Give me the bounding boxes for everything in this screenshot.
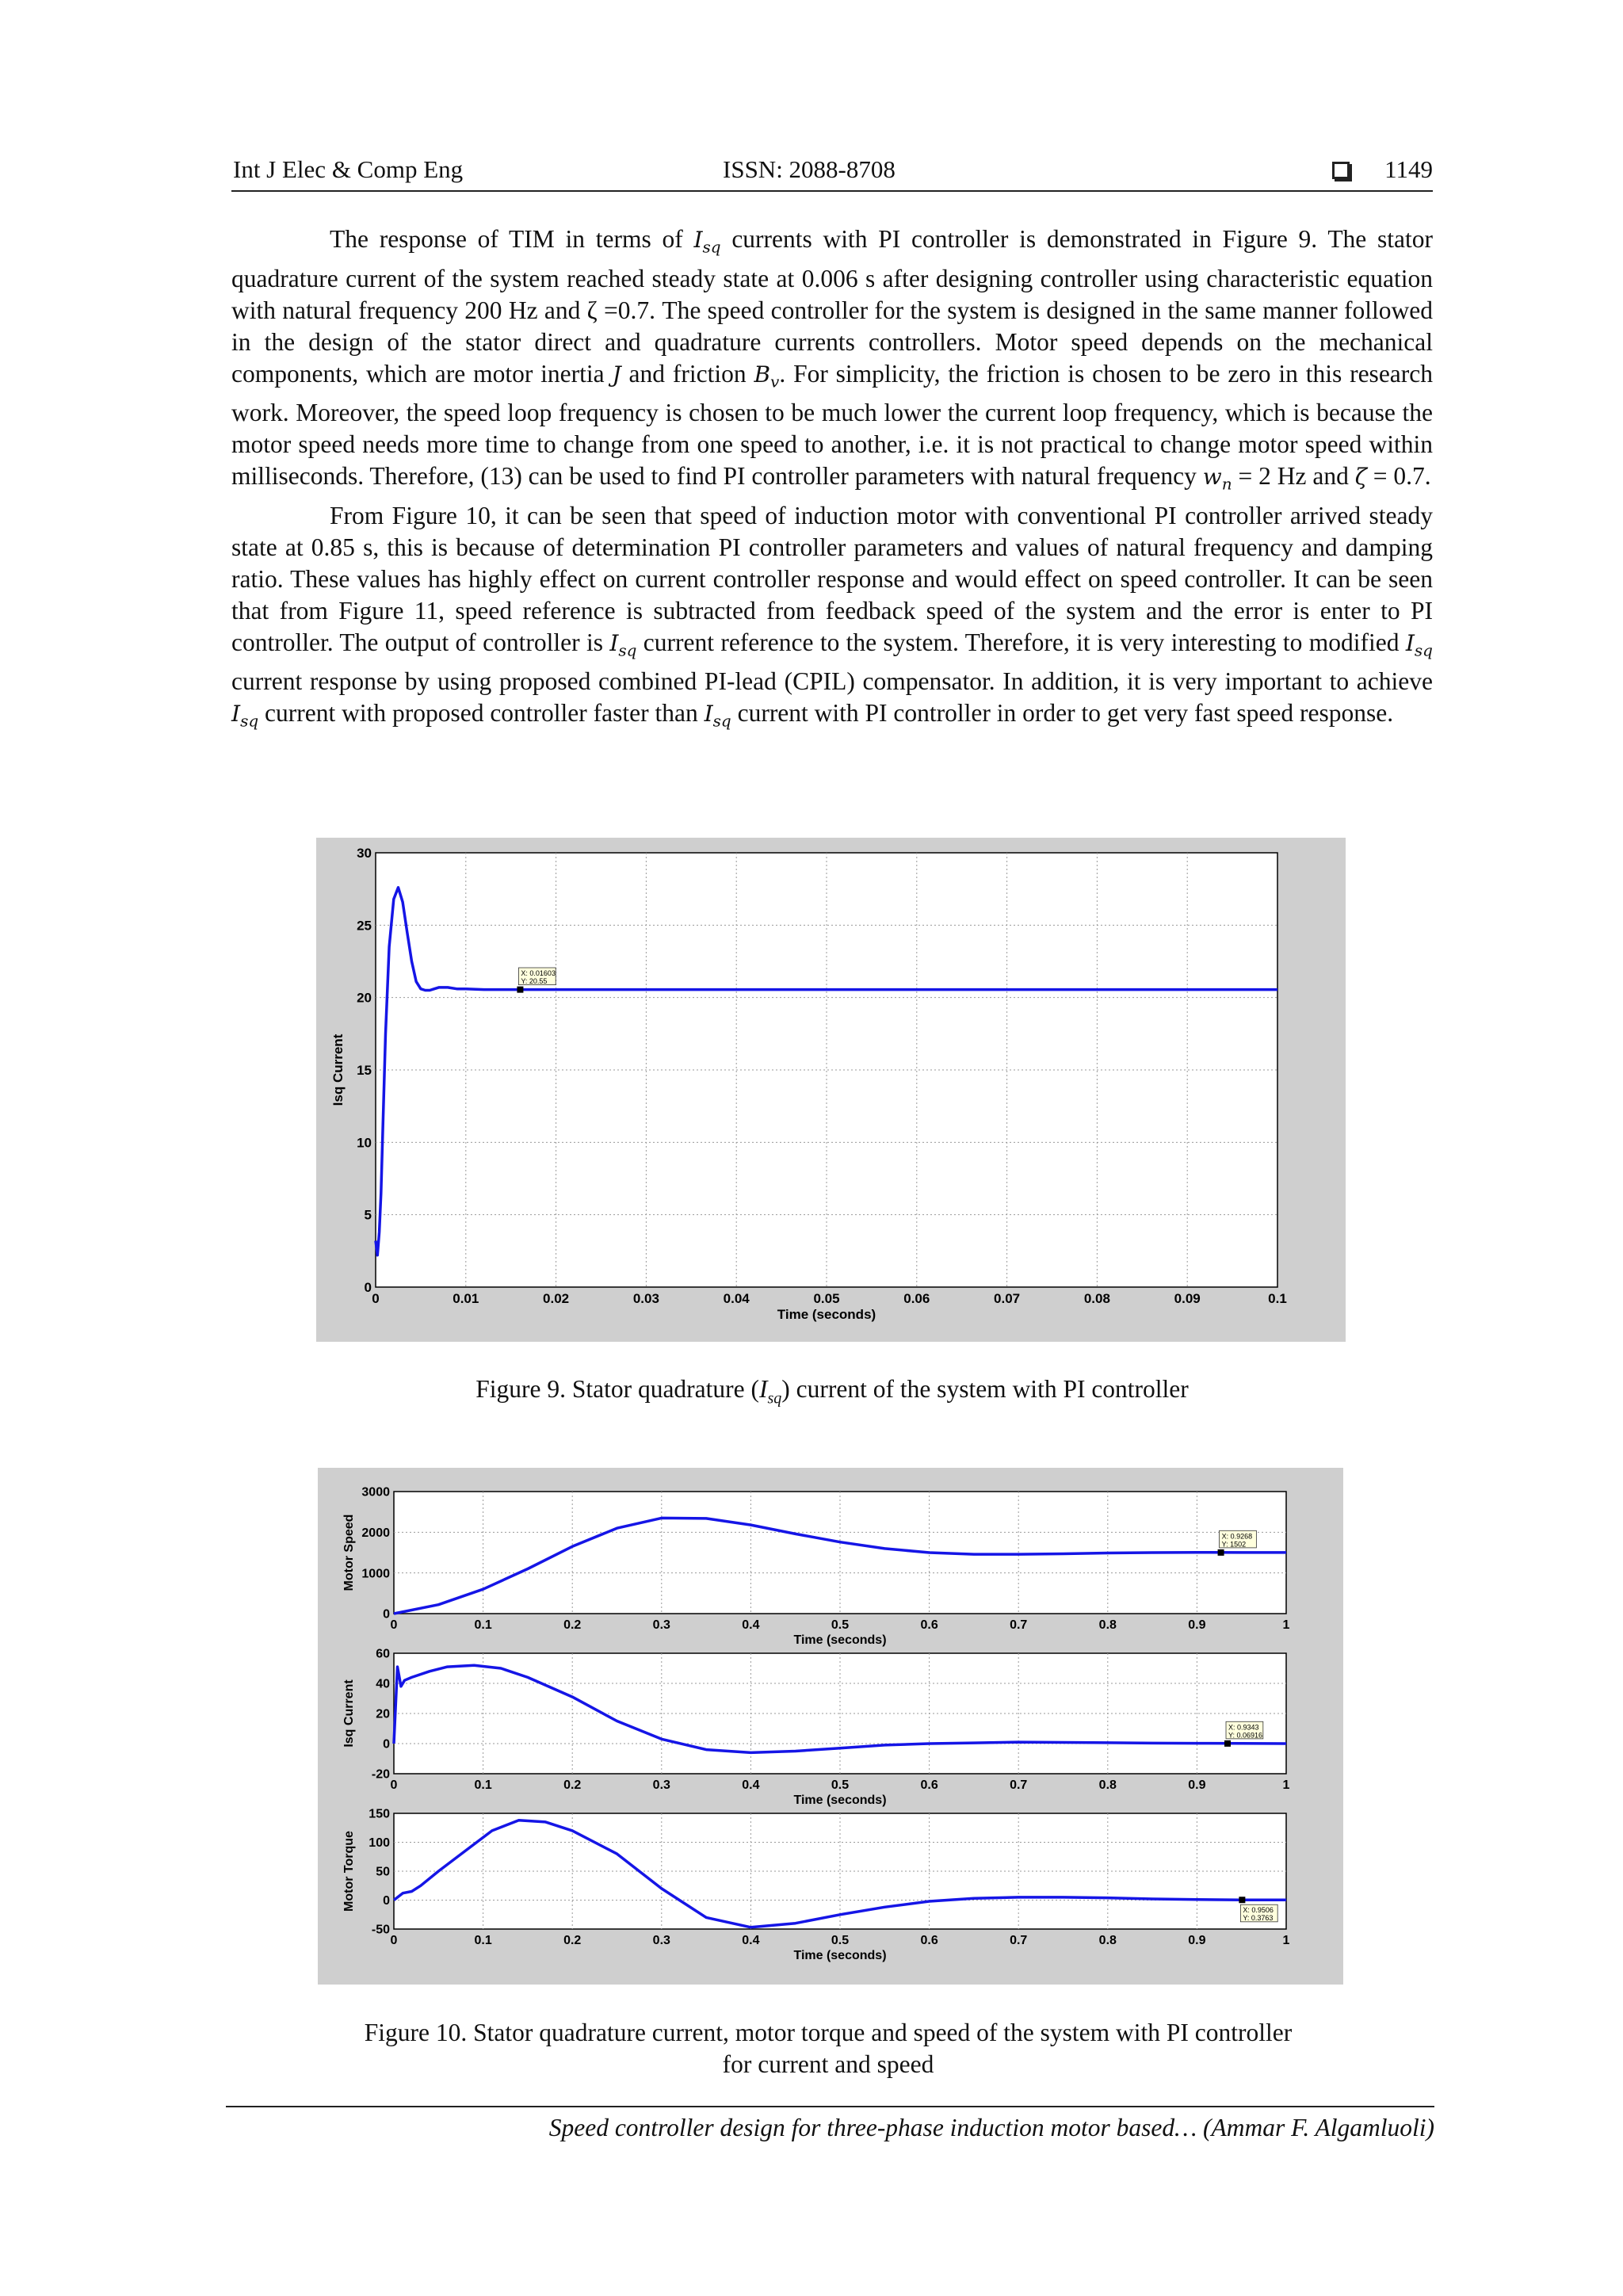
x-tick-label: 0.6 [920, 1778, 938, 1792]
datatip-marker [517, 987, 523, 993]
datatip-x: X: 0.9506 [1243, 1906, 1274, 1915]
x-tick-label: 0.1 [1268, 1291, 1287, 1306]
x-tick-label: 0.9 [1188, 1934, 1206, 1947]
x-tick-label: 1 [1282, 1934, 1290, 1947]
x-axis-label: Time (seconds) [793, 1633, 887, 1647]
x-tick-label: 0.07 [994, 1291, 1021, 1306]
y-tick-label: 0 [383, 1607, 390, 1622]
y-tick-label: 30 [357, 845, 372, 861]
datatip-y: Y: 1502 [1221, 1540, 1247, 1549]
square-icon [1332, 162, 1350, 179]
datatip-y: Y: 0.3763 [1243, 1914, 1274, 1923]
x-tick-label: 0.6 [920, 1618, 938, 1632]
y-axis-label: Isq Current [330, 1033, 346, 1106]
x-tick-label: 0.7 [1010, 1778, 1028, 1792]
y-tick-label: 60 [376, 1647, 390, 1661]
math-symbol: $I_{sq}$ [609, 629, 637, 660]
x-tick-label: 0.7 [1010, 1618, 1028, 1632]
figure-9-caption: Figure 9. Stator quadrature $(I_{sq})$ current of the system with PI controller [475, 1375, 1189, 1408]
x-tick-label: 0.2 [563, 1778, 582, 1792]
page-footer [226, 2106, 1434, 2141]
y-tick-label: 3000 [361, 1485, 390, 1499]
x-tick-label: 0 [390, 1778, 398, 1792]
x-tick-label: 1 [1282, 1618, 1290, 1632]
x-tick-label: 0.4 [742, 1778, 760, 1792]
y-tick-label: 0 [383, 1737, 390, 1752]
y-tick-label: 5 [364, 1207, 372, 1223]
y-tick-label: 50 [376, 1865, 390, 1879]
figure-10 [318, 1468, 1343, 1985]
figure-10-caption [301, 2017, 1355, 2080]
x-tick-label: 0.8 [1098, 1778, 1117, 1792]
y-axis-label: Isq Current [342, 1679, 356, 1748]
issn: ISSN: 2088-8708 [723, 155, 896, 183]
x-tick-label: 0.9 [1188, 1618, 1206, 1632]
y-tick-label: 20 [376, 1707, 390, 1721]
x-tick-label: 0.02 [543, 1291, 570, 1306]
datatip-marker [1224, 1740, 1231, 1747]
datatip-y: Y: 20.55 [521, 977, 548, 986]
y-tick-label: 25 [357, 918, 372, 934]
math-symbol: $I_{sq}$ [704, 701, 731, 731]
y-tick-label: 150 [369, 1807, 390, 1821]
y-tick-label: 40 [376, 1677, 390, 1691]
y-tick-label: 1000 [361, 1567, 390, 1581]
x-tick-label: 0.4 [742, 1934, 760, 1947]
x-axis-label: Time (seconds) [777, 1307, 876, 1322]
x-tick-label: 0.1 [474, 1618, 492, 1632]
math-symbol: $I_{sq}$ [231, 701, 259, 731]
datatip-y: Y: 0.06916 [1228, 1731, 1263, 1740]
math-symbol: $B_v$ [754, 361, 780, 392]
y-tick-label: 20 [357, 990, 372, 1006]
x-tick-label: 1 [1282, 1778, 1290, 1792]
x-axis-label: Time (seconds) [793, 1794, 887, 1807]
datatip-x: X: 0.9268 [1221, 1532, 1253, 1541]
figure-9 [316, 838, 1346, 1342]
y-tick-label: 0 [364, 1279, 372, 1295]
figure-10-caption-line-2: for current and speed [722, 2050, 934, 2078]
x-tick-label: 0.1 [474, 1934, 492, 1947]
math-symbol: J [612, 361, 621, 388]
datatip-marker [1239, 1897, 1245, 1903]
x-tick-label: 0.5 [831, 1618, 850, 1632]
y-tick-label: 15 [357, 1062, 372, 1078]
x-tick-label: 0.2 [563, 1618, 582, 1632]
journal-name: Int J Elec & Comp Eng [233, 155, 464, 183]
page-number: 1149 [1384, 155, 1433, 183]
math-symbol: ζ [1354, 464, 1367, 491]
x-tick-label: 0.3 [652, 1934, 670, 1947]
footer-text: Speed controller design for three-phase induction motor based… (Ammar F. Algamluoli) [548, 2114, 1434, 2141]
datatip-marker [1218, 1549, 1224, 1556]
x-tick-label: 0.5 [831, 1934, 850, 1947]
y-tick-label: -50 [371, 1923, 390, 1937]
paragraph-2: From Figure 10, it can be seen that speed of induction motor with conventional PI controller arrived steady state at 0.85 s, this is because of determination PI controller parameters and values of natural frequency and damping ratio. These values has highly effect on current controller response and would effect on speed controller. It can be seen that from Figure 11, speed reference is subtracted from feedback speed of the system and the error is enter to PI controller. The output of controller is $I_{sq}$ current reference to the system. Therefore, it is very interesting to modified $I_{sq}$ current response by using proposed combined PI-lead (CPIL) compensator. In addition, it is very important to achieve $I_{sq}$ current with proposed controller faster than $I_{sq}$ current with PI controller in order to get very fast speed response. [231, 501, 1433, 731]
x-tick-label: 0.05 [813, 1291, 840, 1306]
page-header [231, 155, 1433, 192]
x-tick-label: 0.09 [1174, 1291, 1201, 1306]
figure-9-plot [316, 838, 1346, 1342]
body-text [231, 223, 1433, 737]
x-tick-label: 0 [390, 1934, 398, 1947]
x-tick-label: 0.7 [1010, 1934, 1028, 1947]
y-axis-label: Motor Speed [342, 1514, 356, 1591]
y-tick-label: 0 [383, 1894, 390, 1908]
x-tick-label: 0.06 [903, 1291, 930, 1306]
x-tick-label: 0.08 [1083, 1291, 1110, 1306]
x-tick-label: 0.2 [563, 1934, 582, 1947]
x-tick-label: 0.8 [1098, 1934, 1117, 1947]
x-tick-label: 0.04 [723, 1291, 750, 1306]
x-tick-label: 0.4 [742, 1618, 760, 1632]
x-tick-label: 0 [390, 1618, 398, 1632]
math-symbol: $w_n$ [1202, 464, 1232, 494]
x-tick-label: 0.5 [831, 1778, 850, 1792]
paragraph-1: The response of TIM in terms of $I_{sq}$ currents with PI controller is demonstrated in Figure 9. The stator quadrature current of the system reached steady state at 0.006 s after designing controller using characteristic equation with natural frequency 200 Hz and ζ =0.7. The speed controller for the system is designed in the same manner followed in the design of the stator direct and quadrature currents controllers. Motor speed depends on the mechanical components, which are motor inertia J and friction $B_v$. For simplicity, the friction is chosen to be zero in this research work. Moreover, the speed loop frequency is chosen to be much lower the current loop frequency, which is because the motor speed needs more time to change from one speed to another, i.e. it is not practical to change motor speed within milliseconds. Therefore, (13) can be used to find PI controller parameters with natural frequency $w_n = 2$ Hz and ζ = 0.7. [231, 225, 1434, 494]
x-tick-label: 0.9 [1188, 1778, 1206, 1792]
figure-10-caption-line-1: Figure 10. Stator quadrature current, motor torque and speed of the system with PI controller [364, 2019, 1293, 2046]
math-symbol: $I_{sq}$ [1405, 629, 1433, 660]
y-axis-label: Motor Torque [342, 1831, 356, 1912]
x-tick-label: 0 [372, 1291, 380, 1306]
x-tick-label: 0.3 [652, 1778, 670, 1792]
x-axis-label: Time (seconds) [793, 1949, 887, 1962]
y-tick-label: -20 [371, 1767, 390, 1782]
x-tick-label: 0.8 [1098, 1618, 1117, 1632]
y-tick-label: 10 [357, 1135, 372, 1151]
math-symbol: $I_{sq}$ [693, 227, 721, 257]
figure-10-plot [318, 1468, 1343, 1985]
x-tick-label: 0.01 [453, 1291, 479, 1306]
x-tick-label: 0.3 [652, 1618, 670, 1632]
x-tick-label: 0.03 [632, 1291, 659, 1306]
page-number-group [1332, 155, 1433, 184]
x-tick-label: 0.6 [920, 1934, 938, 1947]
datatip-x: X: 0.9343 [1228, 1723, 1259, 1732]
math-symbol: $I_{sq}$ [758, 1375, 782, 1408]
y-tick-label: 2000 [361, 1526, 390, 1540]
datatip-x: X: 0.01603 [521, 969, 556, 978]
x-tick-label: 0.1 [474, 1778, 492, 1792]
y-tick-label: 100 [369, 1836, 390, 1851]
